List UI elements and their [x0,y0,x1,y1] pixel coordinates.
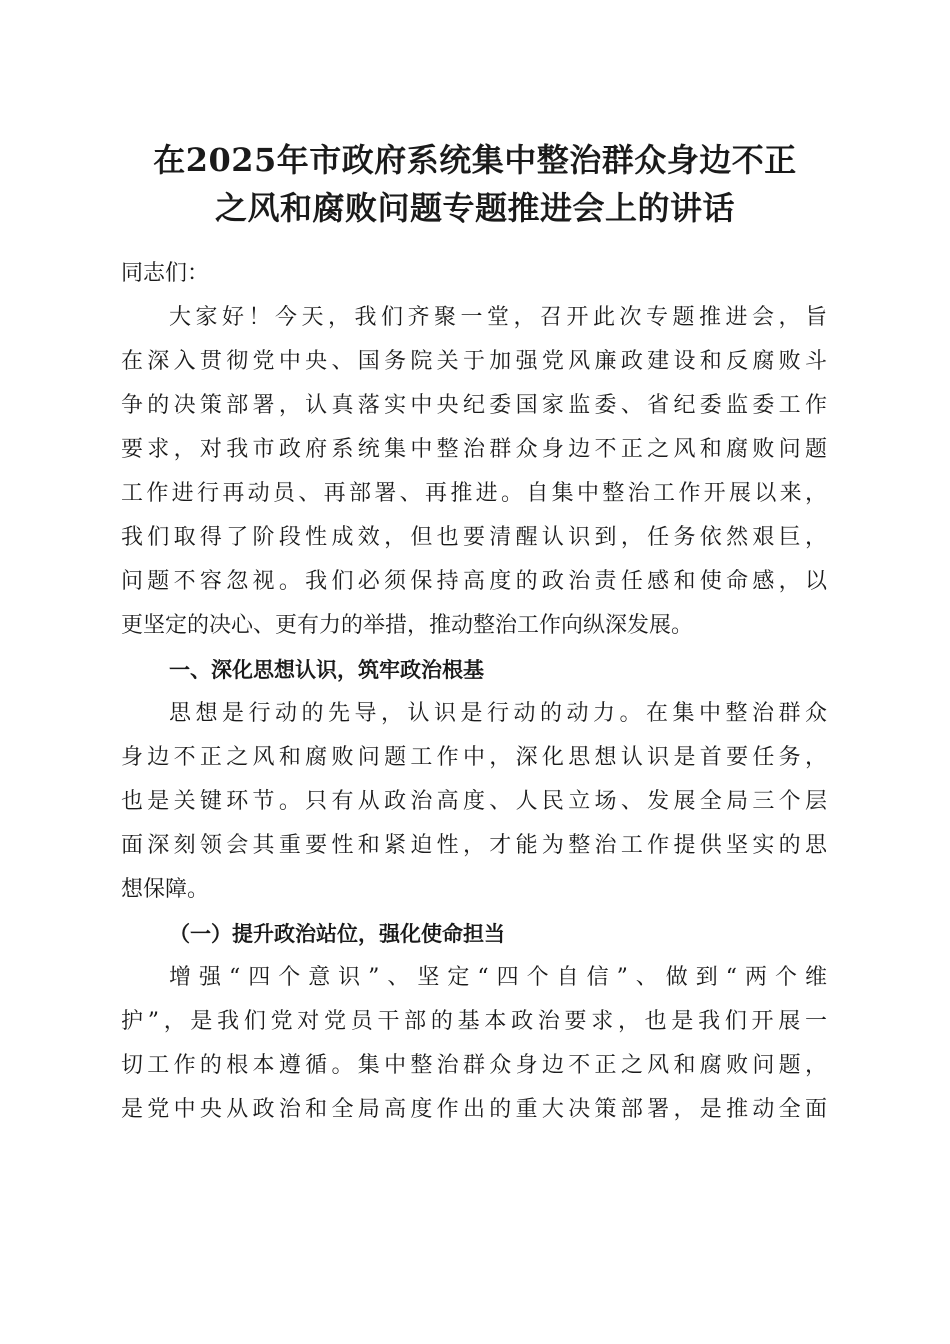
paragraph-line: 切工作的根本遵循。集中整治群众身边不正之风和腐败问题， [121,1053,827,1078]
paragraph-line: 身边不正之风和腐败问题工作中，深化思想认识是首要任务， [121,745,827,770]
salutation: 同志们： [121,261,210,286]
paragraph-intro [121,296,827,648]
paragraph-line: 护”，是我们党对党员干部的基本政治要求，也是我们开展一 [121,1009,827,1034]
paragraph-line: 更坚定的决心、更有力的举措，推动整治工作向纵深发展。 [121,613,694,638]
paragraph-section-1 [121,692,827,912]
paragraph-line: 要求，对我市政府系统集中整治群众身边不正之风和腐败问题 [121,437,827,462]
paragraph-line: 我们取得了阶段性成效，但也要清醒认识到，任务依然艰巨， [121,525,827,550]
paragraph-line: 想保障。 [121,877,210,902]
paragraph-line: 在深入贯彻党中央、国务院关于加强党风廉政建设和反腐败斗 [121,349,827,374]
section-heading-1: 一、深化思想认识，筑牢政治根基 [169,658,484,682]
paragraph-line: 面深刻领会其重要性和紧迫性，才能为整治工作提供坚实的思 [121,833,827,858]
subsection-heading-1: （一）提升政治站位，强化使命担当 [169,921,505,946]
paragraph-line: 增强“四个意识”、坚定“四个自信”、做到“两个维 [169,965,827,990]
document-title [100,136,850,232]
paragraph-line: 思想是行动的先导，认识是行动的动力。在集中整治群众 [169,701,827,726]
paragraph-line: 工作进行再动员、再部署、再推进。自集中整治工作开展以来， [121,481,827,506]
paragraph-line: 问题不容忽视。我们必须保持高度的政治责任感和使命感，以 [121,569,827,594]
paragraph-line: 争的决策部署，认真落实中央纪委国家监委、省纪委监委工作 [121,393,827,418]
document-body [121,252,827,1132]
paragraph-line: 大家好！今天，我们齐聚一堂，召开此次专题推进会，旨 [169,305,827,330]
paragraph-line: 是党中央从政治和全局高度作出的重大决策部署，是推动全面 [121,1097,827,1122]
title-line-2: 之风和腐败问题专题推进会上的讲话 [214,189,735,227]
paragraph-subsection-1 [121,956,827,1132]
title-line-1: 在2025年市政府系统集中整治群众身边不正 [153,141,797,179]
paragraph-line: 也是关键环节。只有从政治高度、人民立场、发展全局三个层 [121,789,827,814]
